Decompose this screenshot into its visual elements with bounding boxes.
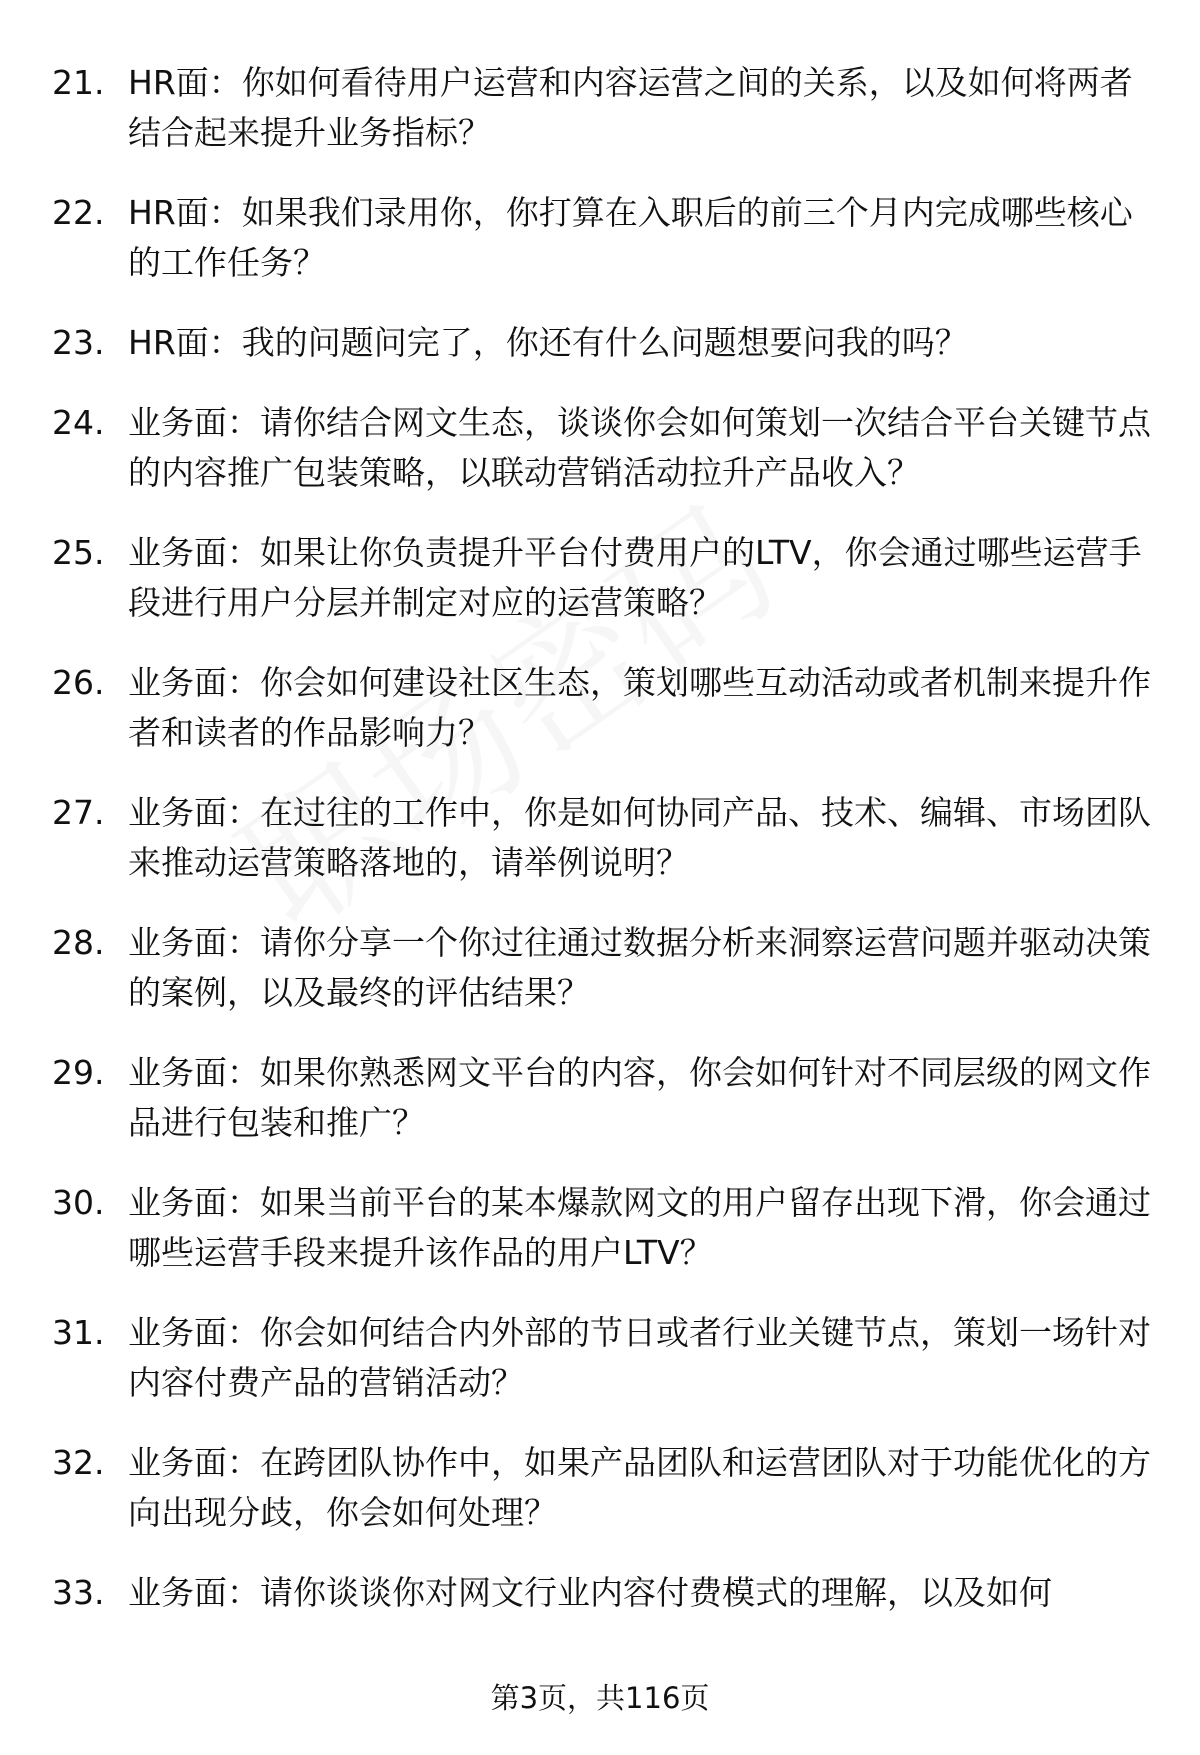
question-list bbox=[0, 58, 1200, 1628]
question-text: 业务面：请你谈谈你对网文行业内容付费模式的理解，以及如何 bbox=[128, 1573, 1052, 1612]
question-text: 业务面：在跨团队协作中，如果产品团队和运营团队对于功能优化的方向出现分歧，你会如何处理？ bbox=[128, 1443, 1151, 1532]
list-item bbox=[0, 1438, 1200, 1568]
list-item bbox=[0, 1048, 1200, 1178]
list-item bbox=[0, 398, 1200, 528]
question-number: 27. bbox=[52, 793, 105, 832]
list-item bbox=[0, 918, 1200, 1048]
list-item bbox=[0, 788, 1200, 918]
question-number: 26. bbox=[52, 663, 105, 702]
question-number: 25. bbox=[52, 533, 105, 572]
question-number: 32. bbox=[52, 1443, 105, 1482]
question-text: HR面：如果我们录用你，你打算在入职后的前三个月内完成哪些核心的工作任务？ bbox=[128, 193, 1133, 282]
question-text: 业务面：你会如何结合内外部的节日或者行业关键节点，策划一场针对内容付费产品的营销活动？ bbox=[128, 1313, 1151, 1402]
list-item bbox=[0, 528, 1200, 658]
question-text: 业务面：如果当前平台的某本爆款网文的用户留存出现下滑，你会通过哪些运营手段来提升该作品的用户LTV？ bbox=[128, 1183, 1151, 1272]
list-item bbox=[0, 1178, 1200, 1308]
question-text: 业务面：你会如何建设社区生态，策划哪些互动活动或者机制来提升作者和读者的作品影响力？ bbox=[128, 663, 1151, 752]
question-number: 33. bbox=[52, 1573, 105, 1612]
list-item bbox=[0, 58, 1200, 188]
question-number: 23. bbox=[52, 323, 105, 362]
question-number: 30. bbox=[52, 1183, 105, 1222]
question-text: 业务面：在过往的工作中，你是如何协同产品、技术、编辑、市场团队来推动运营策略落地的，请举例说明？ bbox=[128, 793, 1151, 882]
question-text: 业务面：请你结合网文生态，谈谈你会如何策划一次结合平台关键节点的内容推广包装策略，以联动营销活动拉升产品收入？ bbox=[128, 403, 1151, 492]
list-item bbox=[0, 1308, 1200, 1438]
list-item bbox=[0, 658, 1200, 788]
question-text: 业务面：如果让你负责提升平台付费用户的LTV，你会通过哪些运营手段进行用户分层并制定对应的运营策略？ bbox=[128, 533, 1142, 622]
question-text: HR面：我的问题问完了，你还有什么问题想要问我的吗？ bbox=[128, 323, 968, 362]
question-text: HR面：你如何看待用户运营和内容运营之间的关系，以及如何将两者结合起来提升业务指标？ bbox=[128, 63, 1133, 152]
page-number-footer: 第3页，共116页 bbox=[490, 1681, 710, 1715]
question-text: 业务面：如果你熟悉网文平台的内容，你会如何针对不同层级的网文作品进行包装和推广？ bbox=[128, 1053, 1151, 1142]
question-number: 24. bbox=[52, 403, 105, 442]
question-text: 业务面：请你分享一个你过往通过数据分析来洞察运营问题并驱动决策的案例，以及最终的评估结果？ bbox=[128, 923, 1151, 1012]
question-number: 22. bbox=[52, 193, 105, 232]
list-item bbox=[0, 318, 1200, 398]
question-number: 28. bbox=[52, 923, 105, 962]
list-item bbox=[0, 1568, 1200, 1628]
question-number: 21. bbox=[52, 63, 105, 102]
question-number: 31. bbox=[52, 1313, 105, 1352]
question-number: 29. bbox=[52, 1053, 105, 1092]
list-item bbox=[0, 188, 1200, 318]
